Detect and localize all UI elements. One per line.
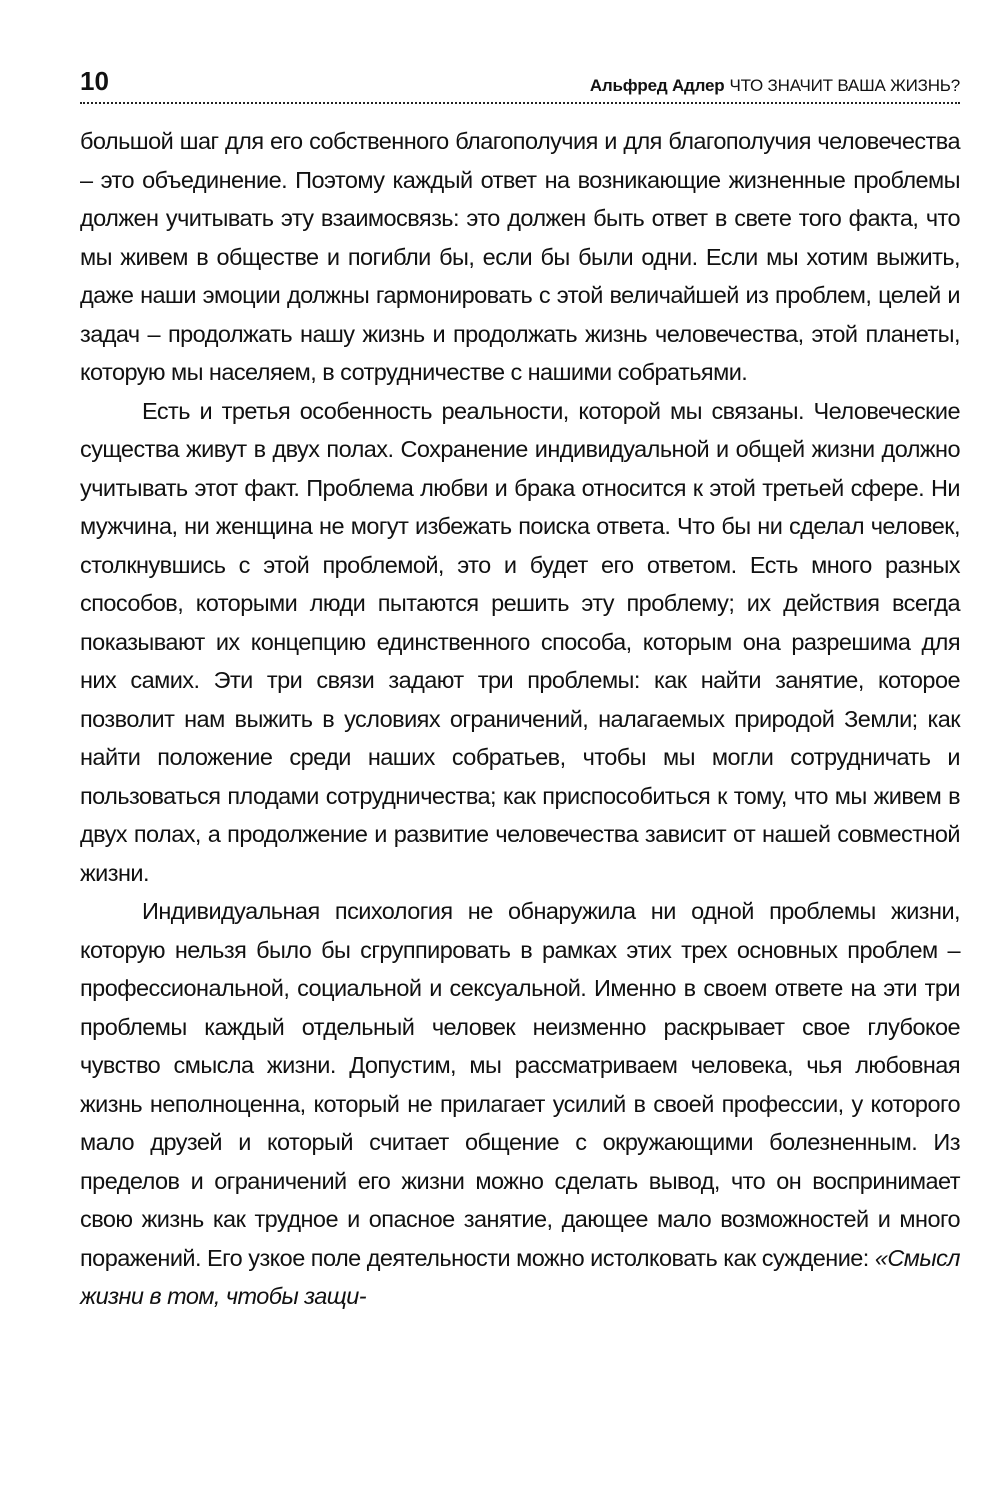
book-page (80, 60, 960, 1316)
paragraph-continued: большой шаг для его собственного благополучия и для благополучия человечества – это объединение. Поэтому каждый ответ на возникающие жизненные проблемы должен учитывать эту взаимосвязь: это должен быть ответ в свете того факта, что мы живем в обществе и погибли бы, если бы были одни. Если мы хотим выжить, даже наши эмоции должны гармонировать с этой величайшей из проблем, целей и задач – продолжать нашу жизнь и продолжать жизнь человечества, этой планеты, которую мы населяем, в сотрудничестве с нашими собратьями. (80, 128, 960, 385)
header-title-block (590, 77, 960, 94)
running-header (80, 60, 960, 104)
paragraph (80, 892, 960, 1316)
body-text (80, 122, 960, 1316)
header-book-title: ЧТО ЗНАЧИТ ВАША ЖИЗНЬ? (729, 76, 960, 95)
italic-quote: «Смысл жизни в том, чтобы защи- (80, 1244, 960, 1309)
header-author: Альфред Адлер (589, 76, 725, 95)
page-number: 10 (80, 66, 109, 96)
paragraph: Есть и третья особенность реальности, которой мы связаны. Человеческие существа живут в двух полах. Сохранение индивидуальной и общей жизни должно учитывать этот факт. Проблема любви и брака относится к этой третьей сфере. Ни мужчина, ни женщина не могут избежать поиска ответа. Что бы ни сделал человек, столкнувшись с этой проблемой, это и будет его ответом. Есть много разных способов, которыми люди пытаются решить эту проблему; их действия всегда показывают их концепцию единственного способа, которым она разрешима для них самих. Эти три связи задают три проблемы: как найти занятие, которое позволит нам выжить в условиях ограничений, налагаемых природой Земли; как найти положение среди наших собратьев, чтобы мы могли сотрудничать и пользоваться плодами сотрудничества; как приспособиться к тому, что мы живем в двух полах, а продолжение и развитие человечества зависит от нашей совместной жизни. (80, 397, 960, 886)
paragraph-text: Индивидуальная психология не обнаружила ни одной проблемы жизни, которую нельзя было бы сгруппировать в рамках этих трех основных проблем – профессиональной, социальной и сексуальной. Именно в своем ответе на эти три проблемы каждый отдельный человек неизменно раскрывает свое глубокое чувство смысла жизни. Допустим, мы рассматриваем человека, чья любовная жизнь неполноценна, который не прилагает усилий в своей профессии, у которого мало друзей и который считает общение с окружающими болезненным. Из пределов и ограничений его жизни можно сделать вывод, что он воспринимает свою жизнь как трудное и опасное занятие, дающее мало возможностей и много поражений. Его узкое поле деятельности можно истолковать как суждение: (80, 898, 960, 1271)
